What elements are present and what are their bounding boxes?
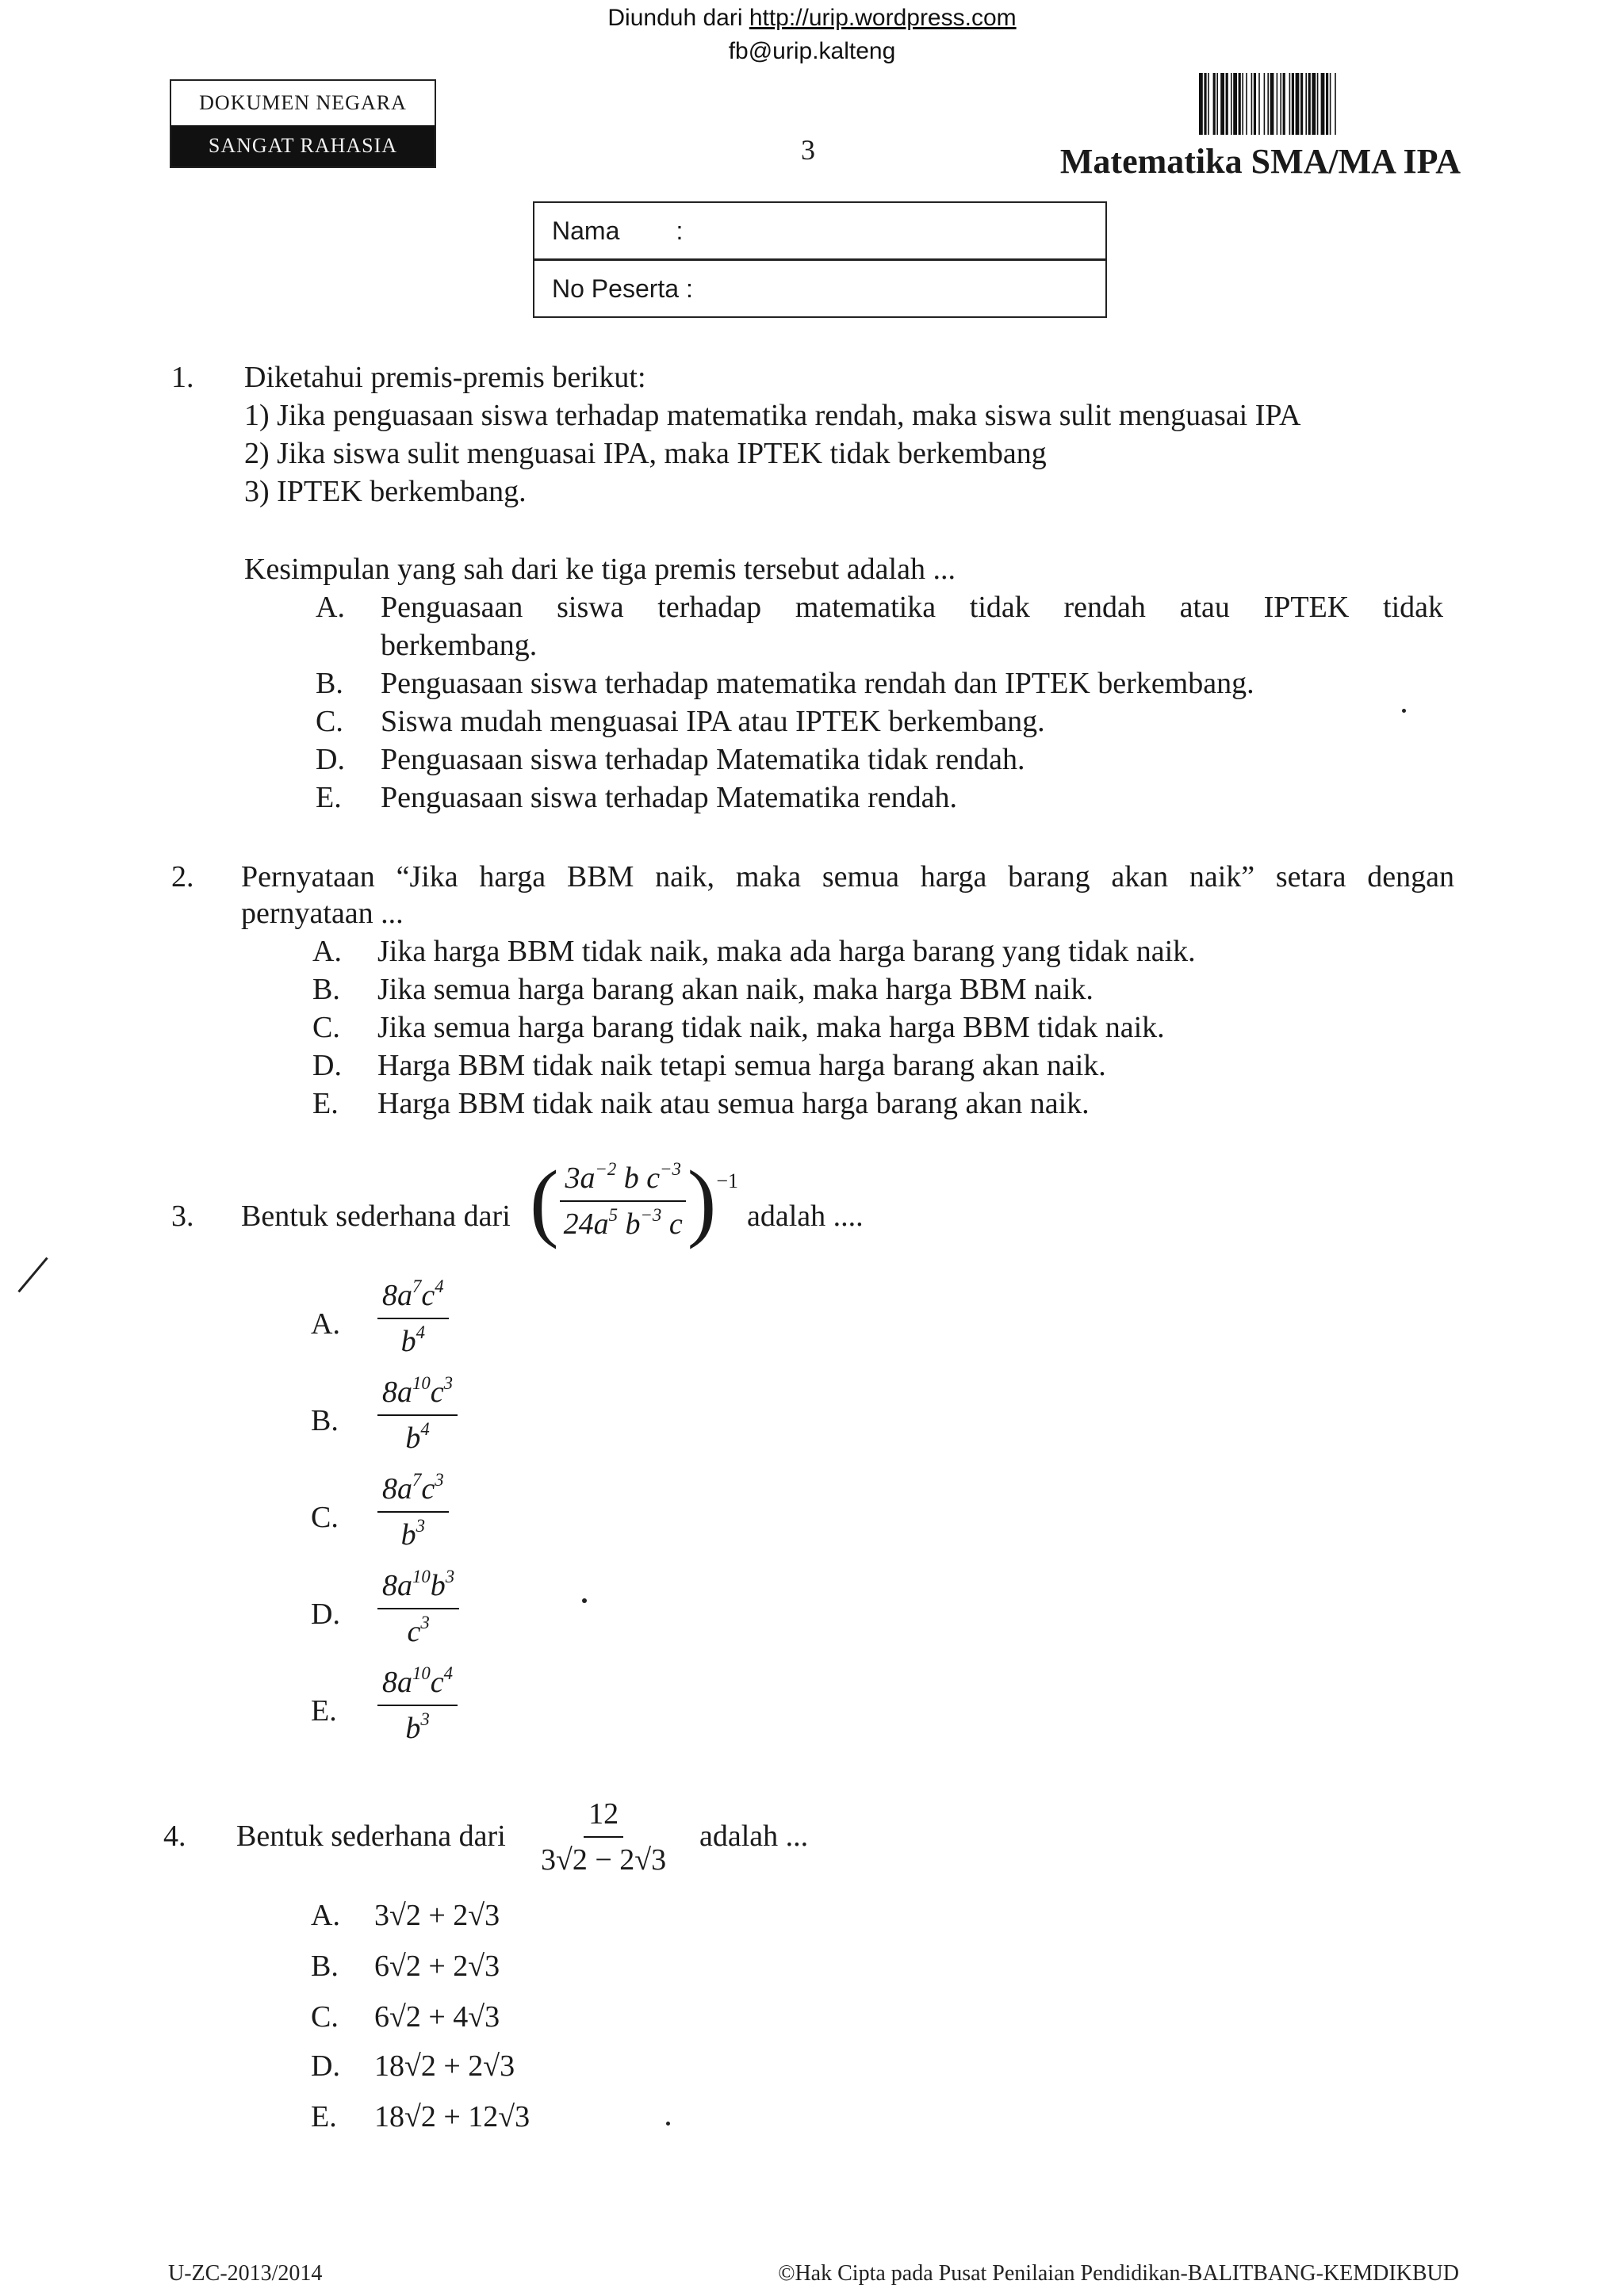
expr-den-coef: 24a	[563, 1207, 609, 1241]
term-base: c	[421, 1472, 435, 1506]
term-base: 8a	[382, 1376, 412, 1409]
option-text-cont: berkembang.	[381, 629, 538, 662]
barcode-bar	[1264, 73, 1266, 135]
term-base: c	[430, 1376, 444, 1409]
document-code: U-ZC-2013/2014	[168, 2261, 323, 2286]
option-letter: E.	[312, 1087, 339, 1120]
scan-mark-slash	[17, 1257, 48, 1293]
option-text: 18√2 + 2√3	[374, 2049, 515, 2083]
question-3	[171, 1153, 1440, 1760]
option-a[interactable]	[311, 1276, 628, 1372]
classification-box	[170, 79, 436, 168]
barcode-bar	[1258, 73, 1260, 135]
expression-numerator: 12	[584, 1795, 623, 1838]
expr-den-exp2: −3	[640, 1205, 662, 1226]
barcode-bar	[1220, 73, 1224, 135]
option-fraction	[377, 1276, 449, 1360]
participant-row[interactable]	[534, 258, 1105, 316]
option-text: 3√2 + 2√3	[374, 1899, 500, 1932]
classification-top: DOKUMEN NEGARA	[199, 91, 407, 114]
option-text: Jika harga BBM tidak naik, maka ada harga barang yang tidak naik.	[377, 935, 1196, 968]
option-numerator	[377, 1276, 449, 1319]
term-base: c	[430, 1666, 444, 1699]
barcode-bar	[1204, 73, 1206, 135]
expr-den-mid: b	[618, 1207, 641, 1241]
option-letter: D.	[312, 1049, 342, 1082]
option-letter: C.	[312, 1011, 340, 1044]
fb-contact: fb@urip.kalteng	[728, 38, 896, 64]
barcode-bar	[1270, 73, 1274, 135]
question-intro: Diketahui premis-premis berikut:	[244, 361, 646, 394]
question-text: Kesimpulan yang sah dari ke tiga premis tersebut adalah ...	[244, 553, 956, 586]
option-denominator	[402, 1609, 434, 1651]
option-letter: C.	[316, 705, 343, 738]
barcode-bar	[1326, 73, 1328, 135]
option-denominator	[400, 1706, 434, 1747]
term-exponent: 3	[420, 1613, 430, 1633]
option-fraction	[377, 1373, 458, 1457]
name-label: Nama :	[552, 216, 684, 245]
barcode-bar	[1208, 73, 1209, 135]
option-numerator	[377, 1373, 458, 1416]
question-suffix: adalah ....	[747, 1200, 864, 1233]
barcode-bar	[1312, 73, 1316, 135]
option-letter: A.	[316, 591, 345, 624]
term-exponent: 10	[412, 1567, 431, 1587]
expr-num-mid: b c	[616, 1161, 661, 1195]
option-text: Penguasaan siswa terhadap Matematika tidak rendah.	[381, 743, 1025, 776]
question-4	[163, 1795, 1432, 2160]
classification-bottom: SANGAT RAHASIA	[171, 125, 435, 166]
subject-title: Matematika SMA/MA IPA	[1059, 142, 1461, 181]
term-exponent: 3	[435, 1470, 444, 1490]
barcode-bar	[1254, 73, 1256, 135]
option-letter: E.	[311, 2100, 337, 2133]
barcode-bar	[1251, 73, 1253, 135]
option-text: Penguasaan siswa terhadap Matematika rendah.	[381, 781, 958, 814]
term-base: b	[430, 1569, 446, 1602]
term-exponent: 10	[412, 1663, 431, 1684]
expr-num-exp1: −2	[595, 1159, 617, 1180]
option-e[interactable]	[311, 1663, 628, 1758]
option-letter: A.	[312, 935, 342, 968]
term-exponent: 7	[412, 1470, 422, 1490]
option-fraction	[377, 1470, 449, 1554]
option-letter: E.	[316, 781, 342, 814]
right-paren: )	[687, 1153, 717, 1249]
page-number: 3	[801, 134, 815, 166]
option-text: 18√2 + 12√3	[374, 2100, 530, 2133]
option-letter: C.	[311, 2000, 339, 2034]
barcode-bar	[1317, 73, 1319, 135]
identity-box	[533, 201, 1107, 318]
option-b[interactable]	[311, 1373, 628, 1468]
term-base: 8a	[382, 1279, 412, 1312]
term-base: b	[405, 1712, 421, 1745]
outer-exponent: −1	[716, 1169, 739, 1192]
barcode	[1197, 73, 1464, 135]
term-base: 8a	[382, 1666, 412, 1699]
term-base: c	[421, 1279, 435, 1312]
question-text: Pernyataan “Jika harga BBM naik, maka semua harga barang akan naik” setara dengan	[241, 860, 1454, 894]
term-exponent: 4	[416, 1322, 426, 1343]
premise-3: 3) IPTEK berkembang.	[244, 475, 527, 508]
term-base: b	[400, 1518, 416, 1552]
expression-fraction	[559, 1159, 688, 1243]
option-letter: B.	[312, 973, 340, 1006]
option-letter: E.	[311, 1694, 337, 1728]
barcode-bar	[1213, 73, 1216, 135]
participant-label: No Peserta :	[552, 274, 693, 303]
question-prefix: Bentuk sederhana dari	[236, 1820, 506, 1853]
download-source	[0, 5, 1624, 32]
expr-den-exp1: 5	[608, 1205, 619, 1226]
barcode-bar	[1242, 73, 1243, 135]
term-exponent: 3	[445, 1567, 455, 1587]
option-letter: B.	[311, 1404, 339, 1437]
option-text: Siswa mudah menguasai IPA atau IPTEK berkembang.	[381, 705, 1045, 738]
question-number: 4.	[163, 1820, 186, 1853]
barcode-bar	[1292, 73, 1294, 135]
barcode-bar	[1239, 73, 1241, 135]
option-text: 6√2 + 4√3	[374, 2000, 500, 2034]
option-denominator	[396, 1319, 430, 1360]
download-url-link[interactable]: http://urip.wordpress.com	[749, 5, 1017, 31]
premise-1: 1) Jika penguasaan siswa terhadap matematika rendah, maka siswa sulit menguasai IPA	[244, 399, 1301, 432]
barcode-bar	[1226, 73, 1228, 135]
expression-denominator: 3√2 − 2√3	[541, 1843, 667, 1877]
expression-denominator	[559, 1202, 688, 1243]
option-letter: C.	[311, 1501, 339, 1534]
expr-num-exp2: −3	[660, 1159, 681, 1180]
term-exponent: 7	[412, 1276, 422, 1297]
option-text: Jika semua harga barang akan naik, maka harga BBM naik.	[377, 973, 1094, 1006]
expr-den-tail: c	[661, 1207, 683, 1241]
barcode-bar	[1246, 73, 1247, 135]
option-letter: A.	[311, 1307, 340, 1341]
scan-mark-dot	[582, 1598, 587, 1603]
term-exponent: 4	[420, 1419, 430, 1440]
option-denominator	[396, 1513, 430, 1554]
expression-fraction	[536, 1795, 671, 1879]
term-exponent: 4	[443, 1663, 454, 1684]
barcode-bar	[1233, 73, 1237, 135]
barcode-bar	[1277, 73, 1278, 135]
question-number: 2.	[171, 860, 194, 894]
option-letter: D.	[316, 743, 345, 776]
option-numerator	[377, 1567, 459, 1609]
copyright: ©Hak Cipta pada Pusat Penilaian Pendidikan-BALITBANG-KEMDIKBUD	[778, 2261, 1459, 2286]
barcode-bar	[1216, 73, 1218, 135]
download-prefix: Diunduh dari	[607, 5, 749, 31]
term-exponent: 3	[416, 1516, 426, 1536]
barcode-bar	[1321, 73, 1325, 135]
barcode-bar	[1289, 73, 1291, 135]
option-text: 6√2 + 2√3	[374, 1950, 500, 1983]
expression	[530, 1153, 739, 1249]
term-base: 8a	[382, 1569, 412, 1602]
option-numerator	[377, 1470, 449, 1513]
term-base: b	[400, 1325, 416, 1358]
term-exponent: 10	[412, 1373, 431, 1394]
scan-mark-dot	[1402, 709, 1406, 713]
question-number: 3.	[171, 1200, 194, 1233]
option-text: Harga BBM tidak naik atau semua harga barang akan naik.	[377, 1087, 1090, 1120]
question-suffix: adalah ...	[699, 1820, 809, 1853]
term-base: b	[405, 1422, 421, 1455]
term-base: 8a	[382, 1472, 412, 1506]
question-text-cont: pernyataan ...	[241, 897, 404, 930]
option-letter: B.	[311, 1950, 339, 1983]
expression-numerator	[560, 1159, 685, 1202]
option-numerator	[377, 1663, 458, 1706]
option-text: Penguasaan siswa terhadap matematika rendah dan IPTEK berkembang.	[381, 667, 1254, 700]
barcode-bar	[1296, 73, 1300, 135]
option-letter: A.	[311, 1899, 340, 1932]
barcode-bar	[1280, 73, 1281, 135]
barcode-bar	[1305, 73, 1307, 135]
barcode-bar	[1330, 73, 1331, 135]
name-row[interactable]	[534, 203, 1105, 258]
barcode-bar	[1308, 73, 1311, 135]
barcode-bar	[1199, 73, 1203, 135]
option-letter: D.	[311, 1598, 340, 1631]
option-text: Jika semua harga barang tidak naik, maka harga BBM tidak naik.	[377, 1011, 1165, 1044]
scan-mark-dot	[666, 2122, 670, 2126]
left-paren: (	[530, 1153, 559, 1249]
option-letter: B.	[316, 667, 343, 700]
option-letter: D.	[311, 2049, 340, 2083]
option-fraction	[377, 1663, 458, 1747]
barcode-bar	[1335, 73, 1336, 135]
barcode-bar	[1283, 73, 1285, 135]
option-text: Harga BBM tidak naik tetapi semua harga barang akan naik.	[377, 1049, 1106, 1082]
option-c[interactable]	[311, 1470, 628, 1565]
expr-num-coef: 3a	[565, 1161, 596, 1195]
option-fraction	[377, 1567, 459, 1651]
question-number: 1.	[171, 361, 194, 394]
option-denominator	[400, 1416, 434, 1457]
term-exponent: 3	[443, 1373, 454, 1394]
barcode-bar	[1300, 73, 1303, 135]
term-exponent: 4	[435, 1276, 444, 1297]
question-prefix: Bentuk sederhana dari	[241, 1200, 511, 1233]
barcode-bar	[1267, 73, 1269, 135]
term-exponent: 3	[420, 1709, 430, 1730]
option-text: Penguasaan siswa terhadap matematika tidak rendah atau IPTEK tidak	[381, 591, 1443, 624]
premise-2: 2) Jika siswa sulit menguasai IPA, maka IPTEK tidak berkembang	[244, 437, 1047, 470]
term-base: c	[407, 1615, 421, 1648]
barcode-bar	[1231, 73, 1232, 135]
option-d[interactable]	[311, 1567, 628, 1662]
